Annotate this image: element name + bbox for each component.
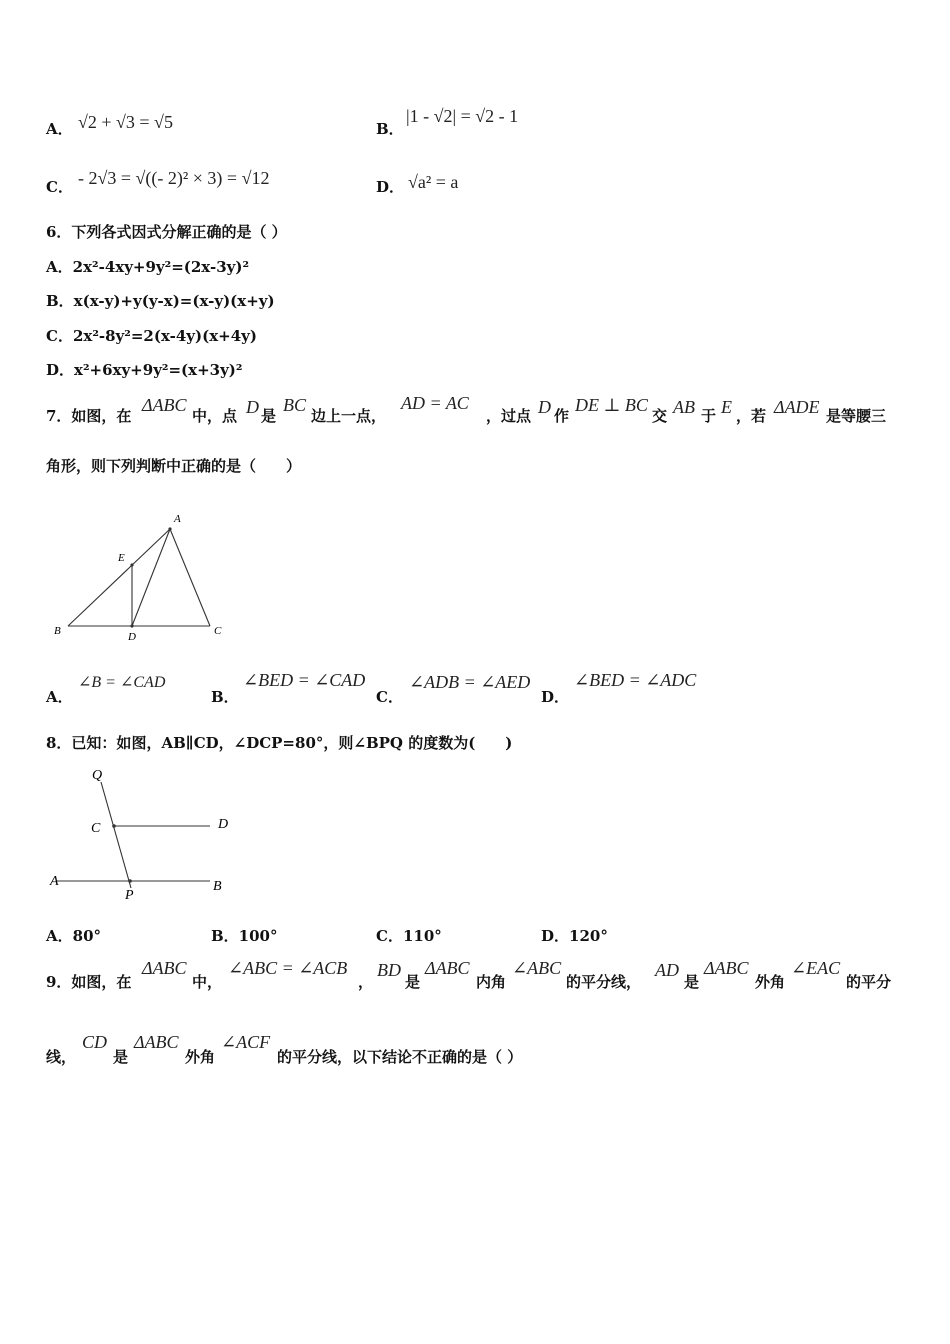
q7-text-10: 是等腰三 (826, 407, 887, 425)
q7-math-1: ΔABC (142, 395, 187, 415)
q7-option-c-label: C． (376, 688, 403, 706)
q9-text-5: 内角 (476, 973, 507, 991)
q5-option-c-label: C． (46, 178, 73, 196)
q9-text-3: ， (358, 973, 374, 991)
q7-text-4: 边上一点， (311, 407, 387, 425)
q7-option-c-expr: ∠ADB = ∠AED (409, 672, 531, 692)
q7-text-3: 是 (261, 407, 277, 425)
q8-parallel-lines-figure (44, 762, 244, 904)
q8-option-b: B．100° (211, 927, 278, 945)
q7-text-2: 中，点 (192, 407, 238, 425)
q7-label-b: B (54, 625, 61, 637)
q7-text-1: 7．如图，在 (46, 407, 132, 425)
q7-segment-ac (170, 529, 210, 626)
q8-label-p: P (125, 888, 134, 903)
q7-math-3: BC (283, 395, 307, 415)
q5-option-b-expr: |1 - √2| = √2 - 1 (406, 106, 519, 126)
q9-math-3: BD (377, 960, 401, 980)
q7-label-a: A (174, 513, 181, 525)
q7-option-d-label: D． (541, 688, 570, 706)
q7-math-4: AD = AC (401, 393, 469, 413)
q5-option-b-label: B． (376, 120, 404, 138)
q7-math-9: ΔADE (774, 397, 820, 417)
q7-label-d: D (128, 631, 136, 643)
q8-label-a: A (50, 874, 59, 889)
q6-option-d: D．x²+6xy+9y²=(x+3y)² (46, 361, 243, 379)
q9-line2-text-2: 是 (113, 1048, 129, 1066)
q7-triangle-figure (48, 508, 238, 648)
q7-label-c: C (214, 625, 222, 637)
q9-line2-math-1: CD (82, 1032, 108, 1052)
q7-option-b-label: B． (211, 688, 239, 706)
q7-option-a-expr: ∠B = ∠CAD (78, 674, 166, 691)
q7-option-a-label: A． (46, 688, 73, 706)
q9-text-4: 是 (405, 973, 421, 991)
q9-line2-text-1: 线， (46, 1048, 77, 1066)
q7-text-8: 于 (701, 407, 717, 425)
q5-option-c-expr: - 2√3 = √((- 2)² × 3) = √12 (78, 168, 270, 188)
q7-math-8: E (721, 397, 732, 417)
q7-option-d-expr: ∠BED = ∠ADC (574, 670, 697, 690)
q8-line-pq (101, 782, 131, 888)
q7-segment-ba (68, 529, 170, 626)
q7-option-b-expr: ∠BED = ∠CAD (243, 670, 366, 690)
q7-stem-line2: 角形，则下列判断中正确的是（ ） (46, 457, 302, 475)
q7-math-7: AB (673, 397, 695, 417)
q9-line2-math-3: ∠ACF (221, 1032, 271, 1052)
q9-math-1: ΔABC (142, 958, 187, 978)
q9-math-8: ∠EAC (791, 958, 841, 978)
q6-option-b: B．x(x-y)+y(y-x)=(x-y)(x+y) (46, 292, 275, 310)
q7-label-e: E (118, 552, 125, 564)
q7-text-9: ，若 (736, 407, 767, 425)
q9-text-6: 的平分线， (566, 973, 642, 991)
q7-text-7: 交 (652, 407, 668, 425)
q6-stem: 6．下列各式因式分解正确的是（ ） (46, 223, 287, 241)
q7-math-5: D (538, 397, 551, 417)
q9-line2-math-2: ΔABC (134, 1032, 179, 1052)
q8-label-q: Q (92, 768, 103, 783)
q9-math-7: ΔABC (704, 958, 749, 978)
q7-math-2: D (246, 397, 259, 417)
q8-option-d: D．120° (541, 927, 608, 945)
q9-text-7: 是 (684, 973, 700, 991)
q5-option-a-expr: √2 + √3 = √5 (78, 112, 173, 132)
q8-label-c: C (91, 821, 101, 836)
q5-option-d-expr: √a² = a (408, 172, 459, 192)
q7-text-6: 作 (554, 407, 570, 425)
q9-math-5: ∠ABC (512, 958, 562, 978)
q9-text-8: 外角 (755, 973, 786, 991)
q7-segment-ad (132, 529, 170, 626)
q8-label-d: D (218, 817, 229, 832)
q9-text-9: 的平分 (846, 973, 892, 991)
q7-math-6: DE ⊥ BC (575, 395, 648, 415)
q9-text-1: 9．如图，在 (46, 973, 132, 991)
q5-option-d-label: D． (376, 178, 405, 196)
q9-line2-text-3: 外角 (185, 1048, 216, 1066)
q9-text-2: 中， (192, 973, 223, 991)
q8-label-b: B (213, 879, 222, 894)
q6-option-a: A．2x²-4xy+9y²=(2x-3y)² (46, 258, 250, 276)
q8-stem: 8．已知：如图，AB∥CD，∠DCP=80°，则∠BPQ 的度数为( ) (46, 734, 513, 752)
q9-line2-text-4: 的平分线，以下结论不正确的是（ ） (277, 1048, 523, 1066)
q7-text-5: ，过点 (486, 407, 532, 425)
q6-option-c: C．2x²-8y²=2(x-4y)(x+4y) (46, 327, 257, 345)
q9-math-2: ∠ABC = ∠ACB (228, 958, 348, 978)
q8-option-a: A．80° (46, 927, 102, 945)
q9-math-4: ΔABC (425, 958, 470, 978)
q8-option-c: C．110° (376, 927, 442, 945)
q9-math-6: AD (655, 960, 679, 980)
q5-option-a-label: A． (46, 120, 73, 138)
